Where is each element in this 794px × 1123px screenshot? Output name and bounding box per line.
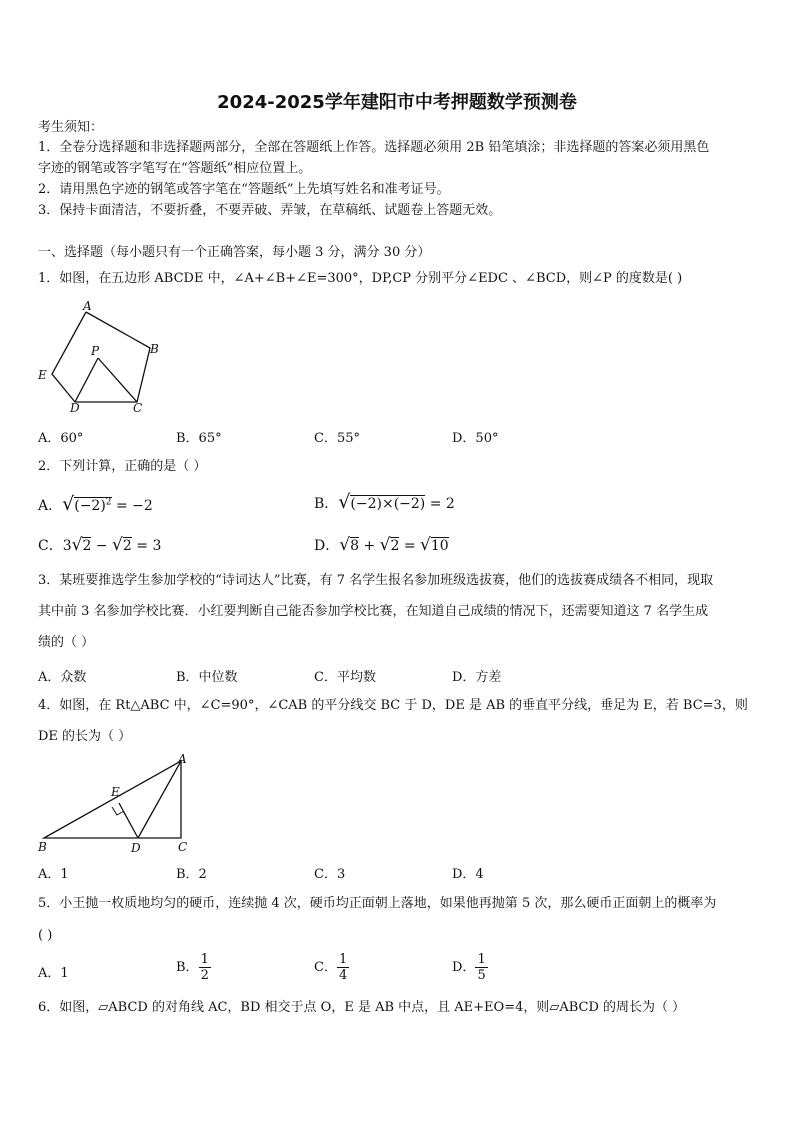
segment-cp — [98, 358, 137, 402]
q2-option-c — [38, 535, 161, 555]
notice-heading: 考生须知： — [38, 120, 104, 135]
q2-option-b-label: B． — [314, 496, 339, 512]
q3-option-d: D．方差 — [452, 670, 502, 685]
q1-option-a: A．60° — [38, 431, 84, 446]
q2-option-d-label: D． — [314, 538, 340, 554]
pentagon-outline — [52, 312, 150, 402]
q5-line-2: ( ) — [38, 928, 53, 943]
q1-pentagon-figure — [34, 298, 164, 416]
q3-line-3: 绩的（ ） — [38, 635, 95, 650]
rhs: = 2 — [425, 496, 455, 512]
q2-option-b — [314, 491, 455, 513]
sqrt-sign: √ — [71, 535, 83, 555]
exponent: 2 — [105, 497, 112, 508]
label-e: E — [111, 785, 120, 799]
fraction — [199, 952, 211, 983]
radicand-text: (−2) — [74, 498, 106, 514]
q5-option-c-label: C． — [314, 960, 337, 975]
q2-option-c-label: C． — [38, 538, 63, 554]
q1-option-b: B．65° — [176, 431, 222, 446]
radicand: 2 — [390, 538, 400, 554]
numerator: 1 — [338, 952, 348, 967]
radicand: 10 — [430, 538, 449, 554]
operator: − — [91, 538, 113, 554]
q3-line-2: 其中前 3 名参加学校比赛．小红要判断自己能否参加学校比赛，在知道自己成绩的情况下，还需要知道这 7 名学生成 — [38, 604, 709, 619]
q4-triangle-figure — [34, 752, 204, 856]
label-c: C — [133, 401, 143, 415]
q2-option-a-label: A． — [38, 498, 63, 514]
q5-option-c — [314, 952, 349, 983]
rhs: = 3 — [131, 538, 162, 554]
q3-option-b: B．中位数 — [176, 670, 238, 685]
q3-line-1: 3．某班要推选学生参加学校的“诗词达人”比赛，有 7 名学生报名参加班级选拔赛，他们的选拔赛成绩各不相同，现取 — [38, 573, 714, 588]
q4-line-2: DE 的长为（ ） — [38, 729, 132, 744]
rhs: = −2 — [111, 498, 153, 514]
fraction — [337, 952, 349, 983]
fraction — [475, 952, 487, 983]
segment-dp — [75, 358, 98, 402]
label-p: P — [91, 344, 100, 358]
notice-item-1: 1．全卷分选择题和非选择题两部分，全部在答题纸上作答。选择题必须用 2B 铅笔填涂；非选择题的答案必须用黑色 — [38, 140, 710, 155]
q1-option-c: C．55° — [314, 431, 360, 446]
q4-line-1: 4．如图，在 Rt△ABC 中，∠C=90°，∠CAB 的平分线交 BC 于 D，DE 是 AB 的垂直平分线，垂足为 E，若 BC=3，则 — [38, 698, 748, 713]
q3-option-a: A．众数 — [38, 670, 87, 685]
q1-stem: 1．如图，在五边形 ABCDE 中，∠A+∠B+∠E=300°，DP,CP 分别平分∠EDC 、∠BCD，则∠P 的度数是( ) — [38, 271, 683, 286]
triangle-abc — [44, 761, 181, 838]
equals: = — [399, 538, 421, 554]
label-d: D — [70, 401, 80, 415]
denominator: 5 — [477, 968, 486, 983]
denominator: 4 — [338, 968, 348, 983]
label-b: B — [150, 342, 159, 356]
radicand: 2 — [82, 538, 92, 554]
q2-stem: 2．下列计算，正确的是（ ） — [38, 459, 207, 474]
sqrt-sign: √ — [339, 535, 351, 555]
label-a: A — [83, 299, 92, 313]
q1-option-d: D．50° — [452, 431, 499, 446]
page-title: 2024-2025学年建阳市中考押题数学预测卷 — [217, 92, 577, 113]
notice-item-1-cont: 字迹的钢笔或答字笔写在“答题纸”相应位置上。 — [38, 161, 312, 176]
q5-option-d — [452, 952, 488, 983]
q5-line-1: 5．小王抛一枚质地均匀的硬币，连续抛 4 次，硬币均正面朝上落地，如果他再抛第 5 次，那么硬币正面朝上的概率为 — [38, 896, 717, 911]
notice-item-3: 3．保持卡面清洁，不要折叠，不要弄破、弄皱，在草稿纸、试题卷上答题无效。 — [38, 203, 502, 218]
sqrt-sign: √ — [420, 535, 431, 555]
sqrt-sign: √ — [338, 491, 351, 513]
radicand: (−2)×(−2) — [350, 496, 426, 512]
q4-option-d: D．4 — [452, 867, 484, 882]
sqrt-sign: √ — [112, 535, 123, 555]
sqrt-sign: √ — [379, 535, 391, 555]
coefficient: 3 — [62, 538, 72, 554]
operator: + — [359, 538, 380, 554]
label-a: A — [178, 752, 187, 766]
radicand — [74, 497, 111, 514]
label-c: C — [178, 840, 188, 854]
numerator: 1 — [477, 952, 486, 967]
section-heading: 一、选择题（每小题只有一个正确答案，每小题 3 分，满分 30 分） — [38, 245, 431, 260]
q5-option-d-label: D． — [452, 960, 476, 975]
q4-option-b: B．2 — [176, 867, 207, 882]
q4-option-a: A．1 — [38, 867, 69, 882]
radicand: 8 — [350, 538, 359, 554]
segment-de — [119, 803, 138, 838]
q6-stem: 6．如图，▱ABCD 的对角线 AC，BD 相交于点 O，E 是 AB 中点，且 AE+EO=4，则▱ABCD 的周长为（ ） — [38, 1000, 686, 1015]
label-b: B — [38, 840, 47, 854]
label-d: D — [131, 841, 141, 855]
numerator: 1 — [200, 952, 209, 967]
denominator: 2 — [200, 968, 209, 983]
q5-option-b — [176, 952, 211, 983]
sqrt-sign: √ — [62, 493, 75, 515]
q2-option-a — [38, 493, 153, 515]
q2-option-d — [314, 535, 449, 555]
radicand: 2 — [122, 538, 132, 554]
label-e: E — [38, 368, 47, 382]
q5-option-b-label: B． — [176, 960, 199, 975]
q5-option-a: A．1 — [38, 966, 69, 981]
notice-item-2: 2．请用黑色字迹的钢笔或答字笔在“答题纸”上先填写姓名和准考证号。 — [38, 182, 450, 197]
q4-option-c: C．3 — [314, 867, 346, 882]
q3-option-c: C．平均数 — [314, 670, 376, 685]
